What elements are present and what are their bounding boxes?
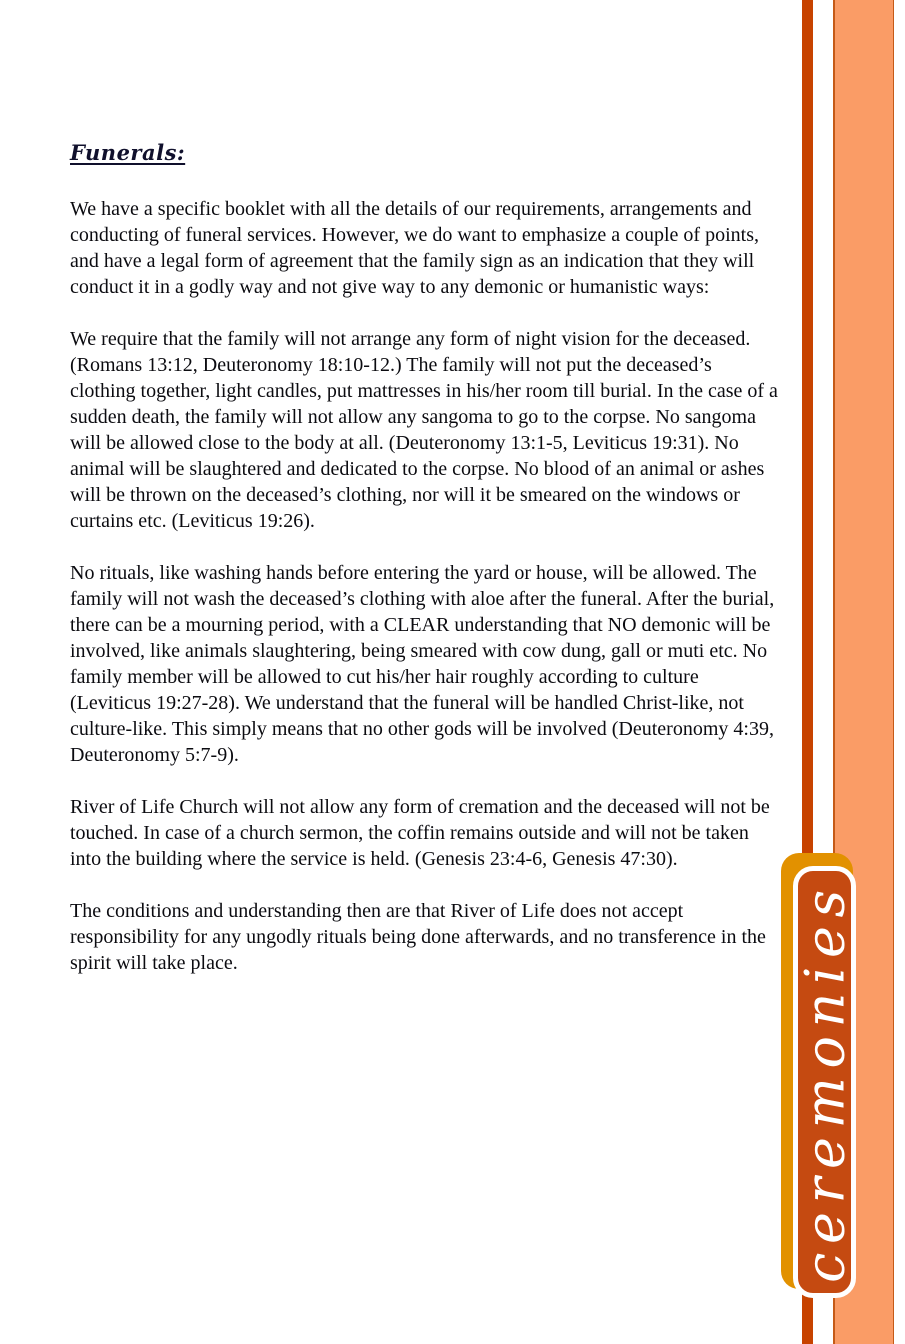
ceremonies-tab-label: ceremonies — [793, 881, 856, 1283]
document-content — [70, 140, 780, 1002]
paragraph-night-vision: We require that the family will not arrange any form of night vision for the deceased. (Romans 13:12, Deuteronomy 18:10-12.) The family will not put the deceased’s clothing together, light candles, put mattresses in his/her room till burial. In the case of a sudden death, the family will not allow any sangoma to go to the corpse. No sangoma will be allowed close to the body at all. (Deuteronomy 13:1-5, Leviticus 19:31). No animal will be slaughtered and dedicated to the corpse. No blood of an animal or ashes will be thrown on the deceased’s clothing, nor will it be smeared on the windows or curtains etc. (Leviticus 19:26). — [70, 328, 778, 532]
paragraph-rituals: No rituals, like washing hands before entering the yard or house, will be allowed. The family will not wash the deceased’s clothing with aloe after the funeral. After the burial, there can be a mourning period, with a CLEAR understanding that NO demonic will be involved, like animals slaughtering, being smeared with cow dung, gall or muti etc. No family member will be allowed to cut his/her hair roughly according to culture (Leviticus 19:27-28). We understand that the funeral will be handled Christ-like, not culture-like. This simply means that no other gods will be involved (Deuteronomy 4:39, Deuteronomy 5:7-9). — [70, 562, 775, 766]
paragraph-conditions: The conditions and understanding then are that River of Life does not accept responsibility for any ungodly rituals being done afterwards, and no transference in the spirit will take place. — [70, 900, 766, 974]
section-heading: Funerals: — [70, 140, 186, 165]
paragraph-cremation: River of Life Church will not allow any form of cremation and the deceased will not be touched. In case of a church sermon, the coffin remains outside and will not be taken into the building where the service is held. (Genesis 23:4-6, Genesis 47:30). — [70, 796, 770, 870]
ceremonies-tab[interactable] — [793, 866, 856, 1298]
paragraph-intro: We have a specific booklet with all the details of our requirements, arrangements and conducting of funeral services. However, we do want to emphasize a couple of points, and have a legal form of agreement that the family sign as an indication that they will conduct it in a godly way and not give way to any demonic or humanistic ways: — [70, 198, 759, 298]
